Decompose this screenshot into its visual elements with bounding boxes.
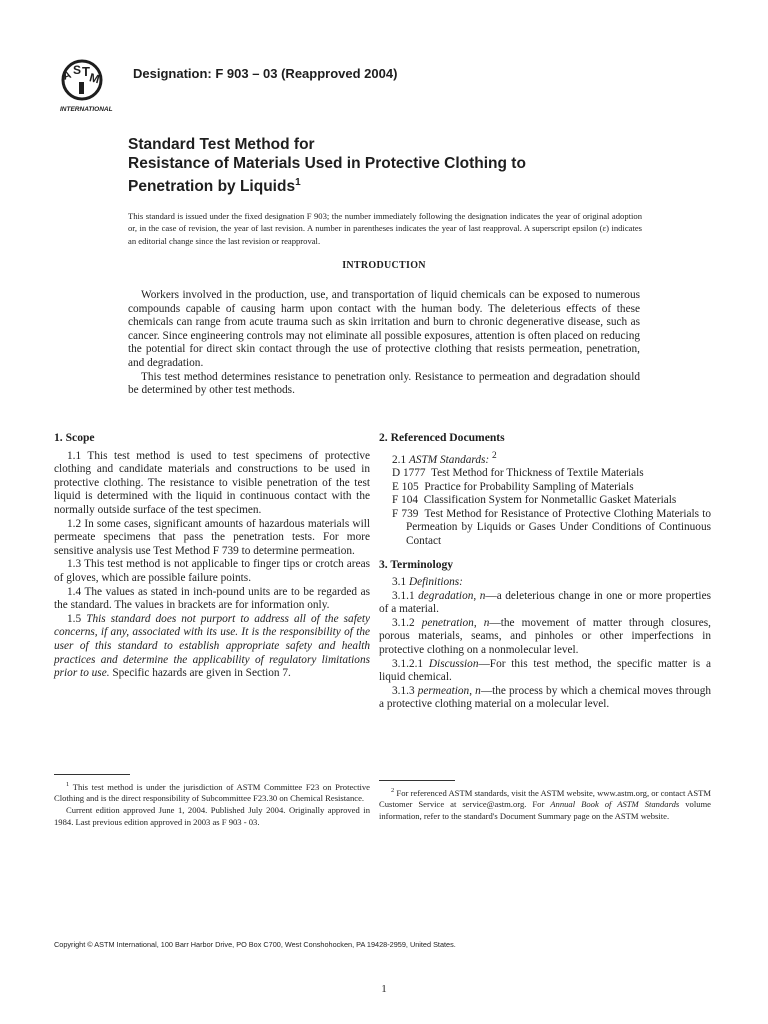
astm-standards-label: 2.1 ASTM Standards: $^2$	[392, 450, 497, 466]
svg-text:S: S	[73, 63, 82, 77]
ref-item: F 104 Classification System for Nonmetallic Gasket Materials	[392, 494, 677, 507]
scope-1-4: 1.4 The values as stated in inch-pound units are to be regarded as the standard. The values in brackets are for information only.	[54, 585, 370, 612]
footnote-2-mark[interactable]: 2	[492, 450, 497, 461]
introduction-body	[128, 289, 640, 398]
footnote-1-text: $^1$ This test method is under the jurisdiction of ASTM Committee F23 on Protective Clothing and is the direct responsibility of Subcommittee F23.30 on Chemical Resistance.	[54, 781, 370, 804]
ref-item: E 105 Practice for Probability Sampling of Materials	[392, 480, 634, 493]
svg-text:T: T	[82, 64, 90, 79]
scope-1-1: 1.1 This test method is used to test specimens of protective clothing and candidate materials and constructions to be used in protective clothing. The resistance to visible penetration of the test liquid is determined with the liquid in continuous contact with the normally outside surface of the test specimen.	[54, 449, 370, 516]
title-line-1: Standard Test Method for	[128, 136, 315, 153]
introduction-paragraph-2: This test method determines resistance to penetration only. Resistance to permeation and degradation should be determined by other test methods.	[128, 370, 640, 397]
scope-1-3: 1.3 This test method is not applicable to finger tips or crotch areas of gloves, which are possible failure points.	[54, 558, 370, 584]
terminology-3-1-3: 3.1.3 permeation, n—the process by which a chemical moves through a protective clothing material on a molecular level.	[379, 684, 711, 711]
astm-logo	[60, 58, 122, 116]
svg-text:M: M	[87, 70, 102, 87]
scope-1-5: 1.5 This standard does not purport to address all of the safety concerns, if any, associated with its use. It is the responsibility of the user of this standard to establish appropriate safety and health practices and determine the applicability of regulatory limitations prior to use. Specific hazards are given in Section 7.	[54, 612, 370, 680]
introduction-heading: INTRODUCTION	[342, 260, 426, 271]
scope-1-2: 1.2 In some cases, significant amounts of hazardous materials will permeate specimens that pass the penetration tests. For more sensitive analysis use Test Method F 739 to determine permeation.	[54, 517, 370, 557]
terminology-3-1: 3.1 Definitions:	[392, 576, 463, 589]
footnote-2-text: $^2$ For referenced ASTM standards, visit the ASTM website, www.astm.org, or contact ASTM Customer Service at service@astm.org. For Annual Book of ASTM Standards volume information, refer to the standard's Document Summary page on the ASTM website.	[379, 787, 711, 822]
logo-subtext: INTERNATIONAL	[60, 106, 113, 113]
footnote-1-edition: Current edition approved June 1, 2004. Published July 2004. Originally approved in 1984. Last previous edition approved in 2003 as F 903 - 03.	[54, 805, 370, 827]
referenced-documents-heading: 2. Referenced Documents	[379, 431, 505, 444]
ref-item: D 1777 Test Method for Thickness of Textile Materials	[392, 466, 644, 479]
ref-item: F 739 Test Method for Resistance of Protective Clothing Materials to Permeation by Liquids or Gases Under Conditions of Continuous Contact	[392, 507, 711, 547]
terminology-heading: 3. Terminology	[379, 557, 454, 571]
introduction-paragraph-1: Workers involved in the production, use, and transportation of liquid chemicals can be exposed to numerous compounds capable of causing harm upon contact with the human body. The deleterious effects of these chemicals can range from acute trauma such as skin irritation and burn to chronic degenerative disease, such as cancer. Since engineering controls may not eliminate all possible exposures, attention is often placed on reducing the potential for direct skin contact through the use of protective clothing that resists permeation, penetration, and degradation.	[128, 289, 640, 369]
left-column	[54, 431, 370, 681]
document-title	[128, 135, 688, 196]
footnote-rule-right	[379, 780, 455, 781]
terminology-3-1-2-1: 3.1.2.1 Discussion—For this test method, the specific matter is a liquid chemical.	[379, 657, 711, 684]
footnote-1	[54, 779, 370, 828]
page-number: 1	[381, 983, 387, 995]
terminology-3-1-2: 3.1.2 penetration, n—the movement of matter through closures, porous materials, seams, and pinholes or other imperfections in protective clothing on a nonmolecular level.	[379, 616, 712, 657]
right-column	[379, 431, 711, 712]
scope-heading: 1. Scope	[54, 431, 95, 444]
title-line-2: Resistance of Materials Used in Protective Clothing to	[128, 155, 526, 172]
title-footnote-mark[interactable]: 1	[295, 177, 301, 188]
designation: Designation: F 903 – 03 (Reapproved 2004)	[133, 66, 398, 81]
issue-note: This standard is issued under the fixed designation F 903; the number immediately following the designation indicates the year of original adoption or, in the case of revision, the year of last revision. A number in parentheses indicates the year of last reapproval. A superscript epsilon (ε) indicates an editorial change since the last revision or reapproval.	[128, 211, 642, 246]
footnote-2	[379, 785, 711, 823]
footnote-rule-left	[54, 774, 130, 775]
svg-text:A: A	[61, 68, 73, 83]
title-line-3: Penetration by Liquids$^1$	[128, 177, 301, 196]
terminology-3-1-1: 3.1.1 degradation, n—a deleterious change in one or more properties of a material.	[379, 589, 711, 616]
copyright-notice: Copyright © ASTM International, 100 Barr Harbor Drive, PO Box C700, West Conshohocken, PA 19428-2959, United States.	[54, 940, 456, 949]
